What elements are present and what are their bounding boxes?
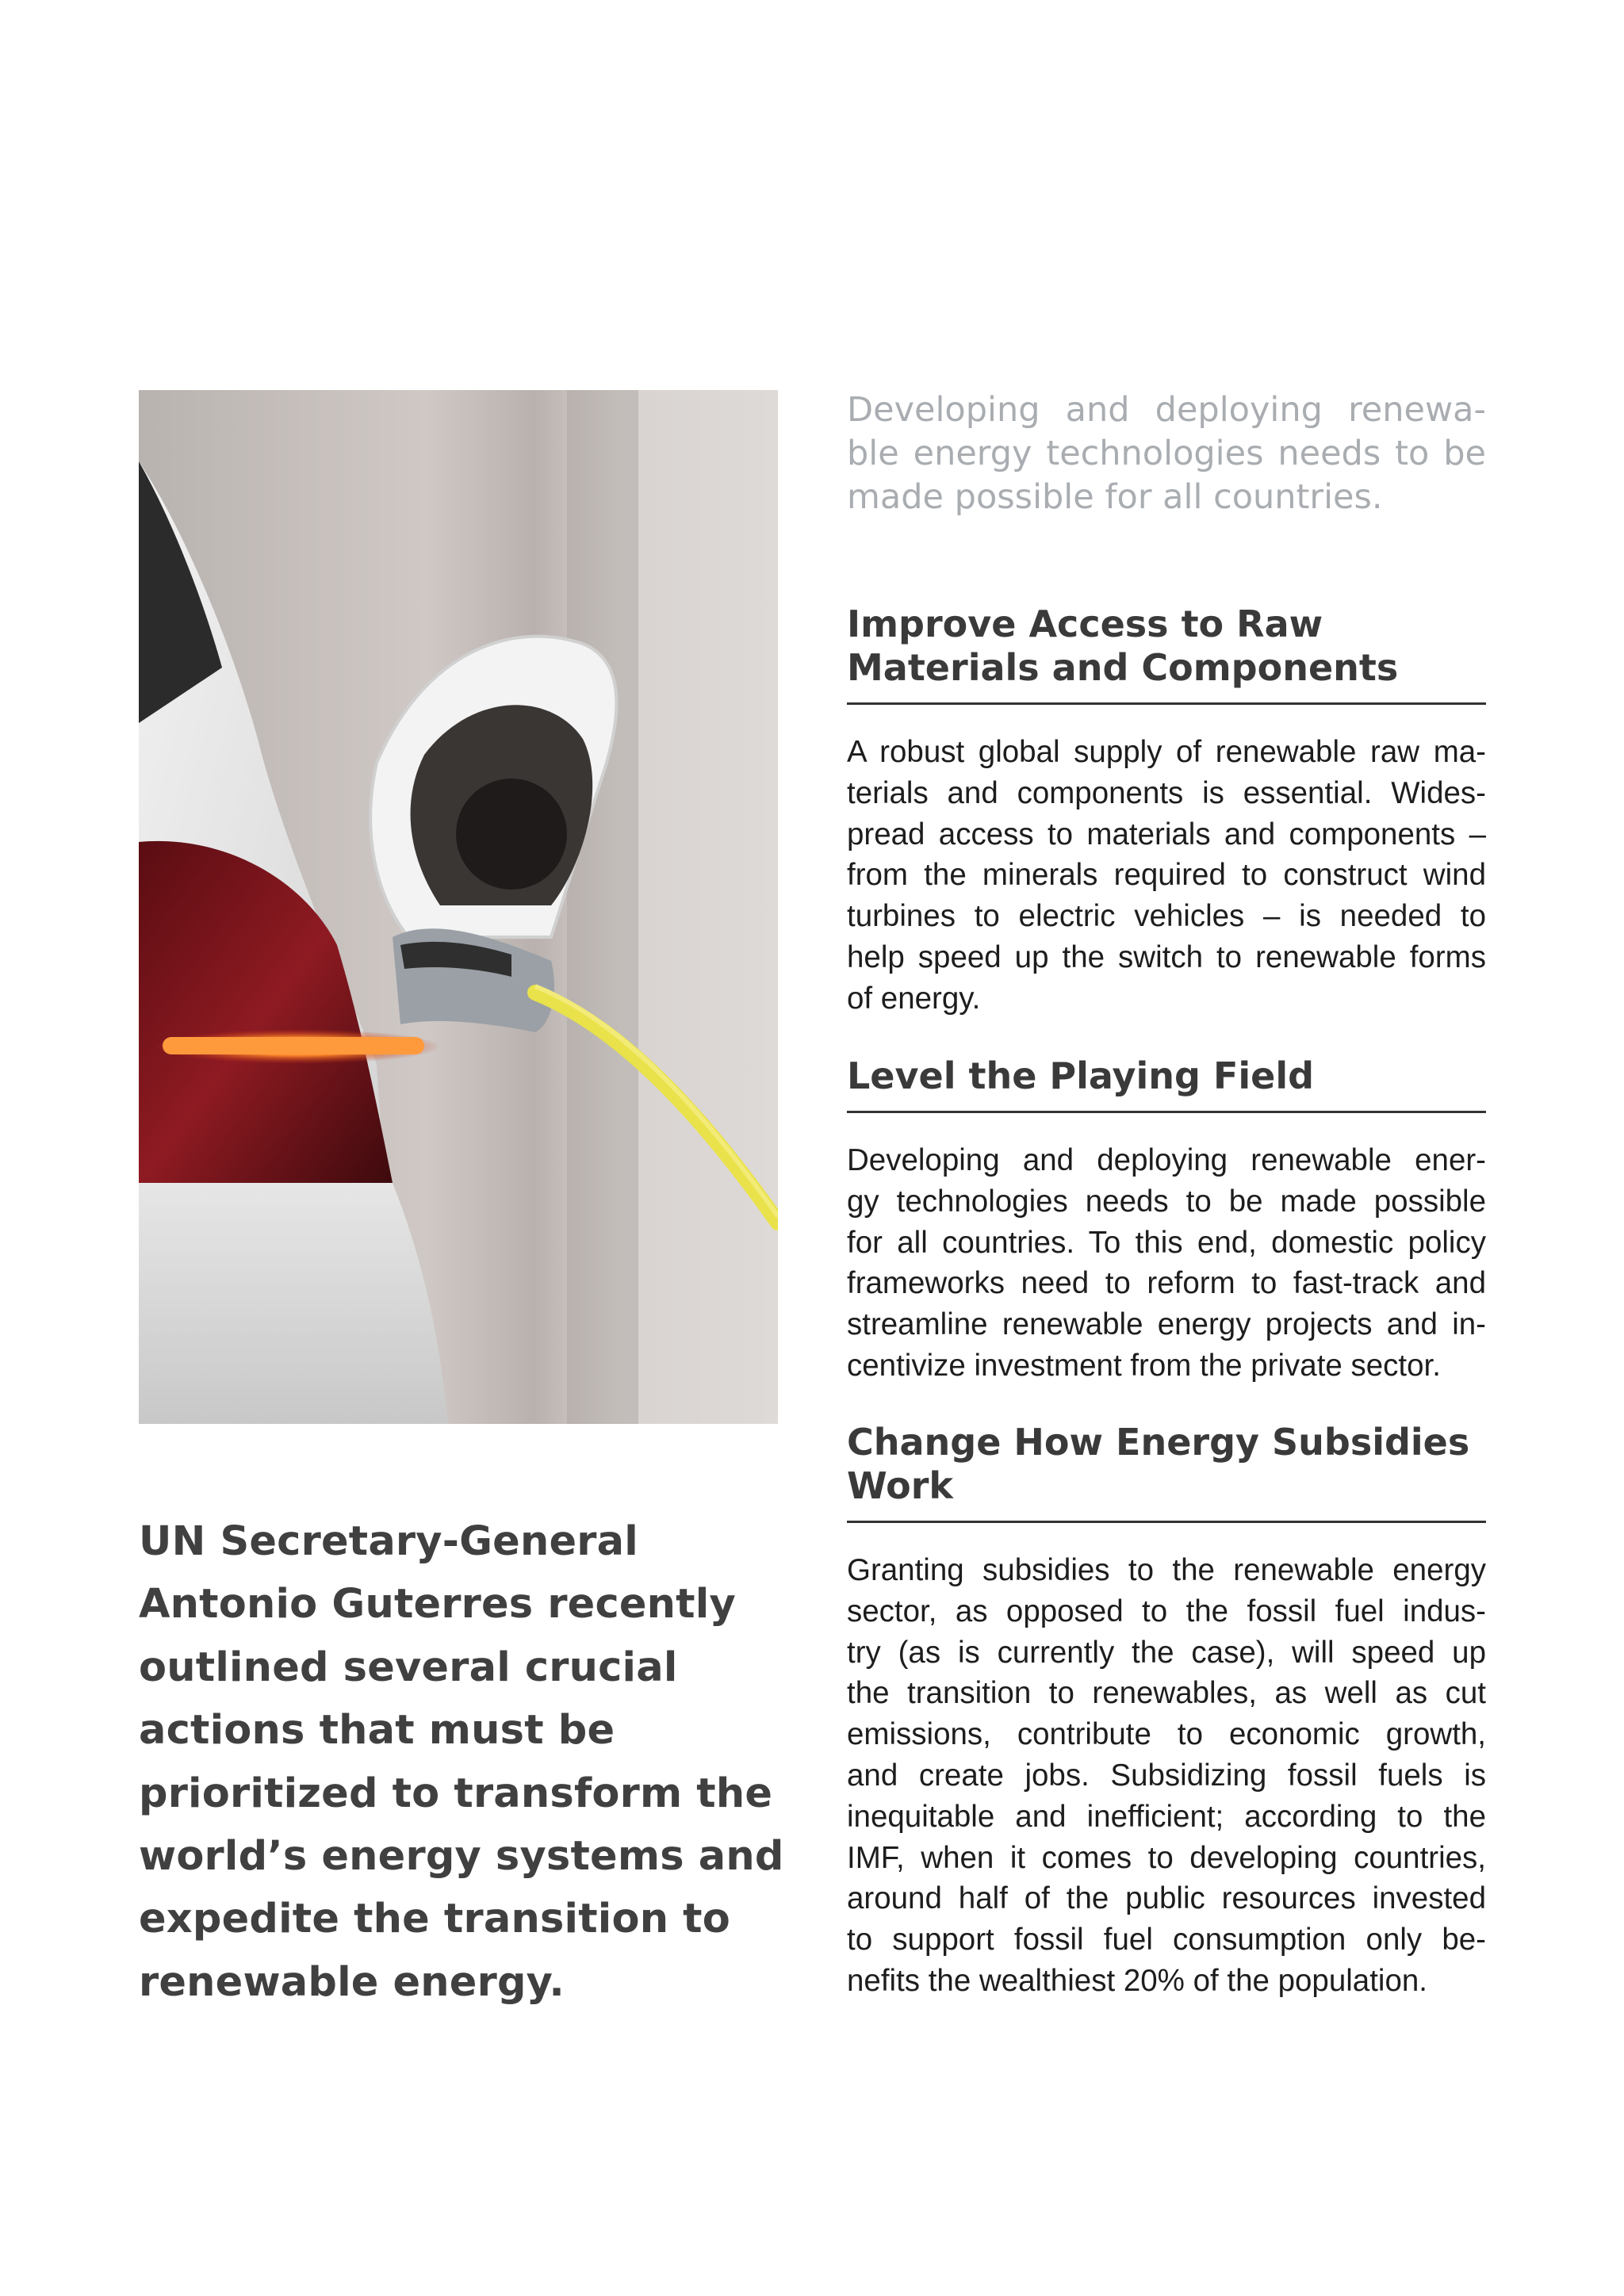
quote-line: outlined several crucial [139, 1644, 678, 1691]
section-body: Developing and deploying renewable ener- gy technologies needs to be made possible for all countries. To this end, domestic policy frameworks need to reform to fast-track and streamline renewable energy projects and in- centivize investment from the private sector. [847, 1143, 1486, 1383]
section-body: Granting subsidies to the renewable energy sector, as opposed to the fossil fuel indus- try (as is currently the case), will speed up the transition to renewables, as well as cut emissions, contribute to economic growth, and create jobs. Subsidizing fossil fuels is inequitable and inefficient; according to the IMF, when it comes to developing countries, around half of the public resources invested to support fossil fuel consumption only be- nefits the wealthiest 20% of the population. [847, 1553, 1486, 1998]
section-energy-subsidies [847, 1421, 1486, 2002]
section-heading: Change How Energy Subsidies Work [847, 1421, 1486, 1523]
pull-quote-line: Developing and deploying renewa- [847, 390, 1486, 430]
section-body: A robust global supply of renewable raw ma- terials and components is essential. Wides- pread access to materials and components – from the minerals required to construct wind turbines to electric vehicles – is needed to help speed up the switch to renewable forms of energy. [847, 735, 1486, 1016]
quote-line: world’s energy systems and [139, 1833, 784, 1881]
ev-charging-illustration [139, 390, 778, 1424]
section-heading: Improve Access to Raw Materials and Components [847, 603, 1486, 705]
quote-line: renewable energy. [139, 1958, 565, 2006]
ev-charging-photo [139, 390, 778, 1424]
quote-line: UN Secretary-General [139, 1518, 638, 1565]
guterres-quote [139, 1510, 784, 2014]
pull-quote-line: ble energy technologies needs to be [847, 434, 1486, 473]
pull-quote [847, 388, 1486, 519]
section-heading: Level the Playing Field [847, 1054, 1486, 1113]
section-level-playing-field [847, 1054, 1486, 1387]
section-raw-materials [847, 603, 1486, 1020]
quote-line: actions that must be [139, 1707, 615, 1755]
quote-line: Antonio Guterres recently [139, 1581, 736, 1628]
quote-line: expedite the transition to [139, 1896, 730, 1943]
quote-line: prioritized to transform the [139, 1770, 773, 1817]
pull-quote-line: made possible for all countries. [847, 477, 1383, 517]
